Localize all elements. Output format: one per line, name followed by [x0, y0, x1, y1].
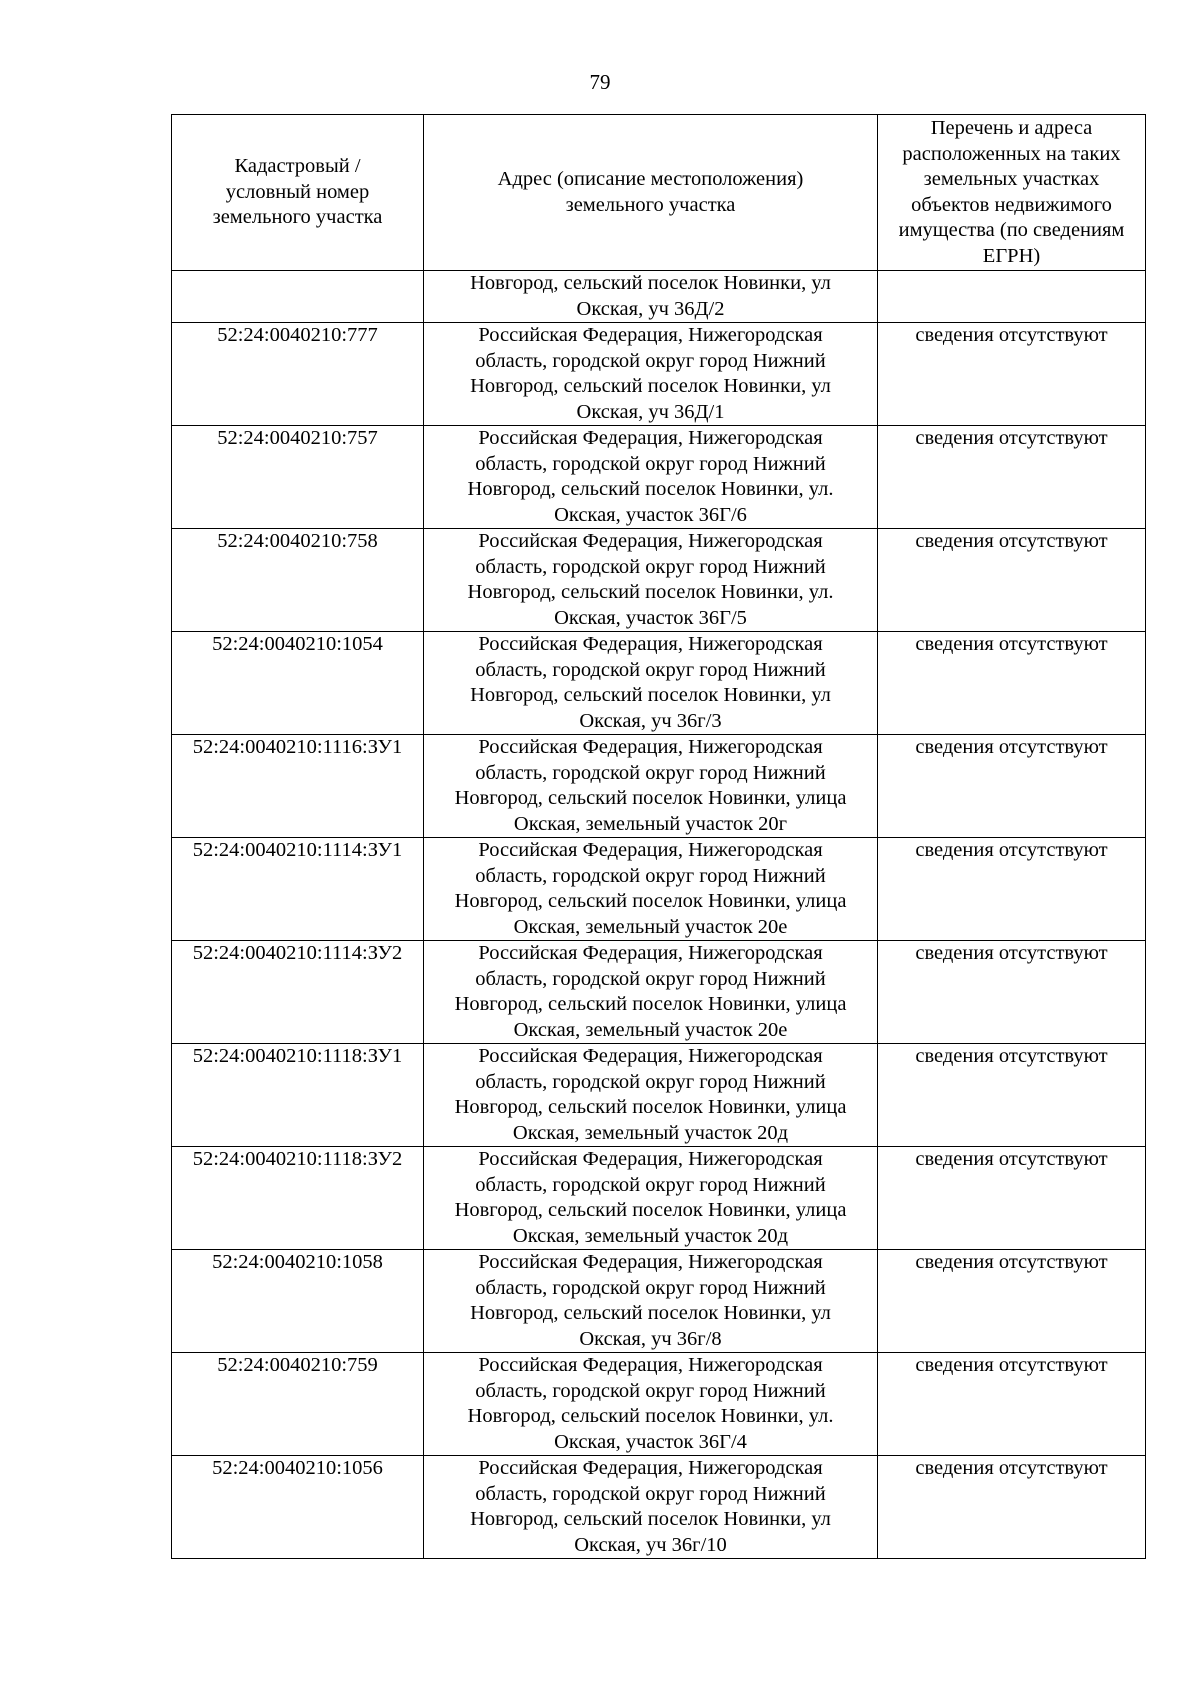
- cadastral-number-cell: 52:24:0040210:759: [172, 1353, 424, 1456]
- address-line: Новгород, сельский поселок Новинки, ул.: [467, 1405, 834, 1427]
- objects-cell: сведения отсутствуют: [878, 529, 1146, 632]
- address-line: Российская Федерация, Нижегородская: [478, 736, 823, 758]
- address-cell: [424, 529, 878, 632]
- table-row: [172, 271, 1146, 323]
- address-cell: [424, 632, 878, 735]
- address-line: Новгород, сельский поселок Новинки, ул.: [467, 581, 834, 603]
- cadastral-number-cell: 52:24:0040210:758: [172, 529, 424, 632]
- address-line: область, городской округ город Нижний: [475, 967, 826, 990]
- table-row: [172, 426, 1146, 529]
- address-line: область, городской округ город Нижний: [475, 555, 826, 578]
- cadastral-number-cell: 52:24:0040210:777: [172, 323, 424, 426]
- address-line: Новгород, сельский поселок Новинки, улица: [454, 890, 847, 912]
- address-line: Окская, уч 36г/10: [574, 1533, 727, 1556]
- objects-cell: сведения отсутствуют: [878, 1456, 1146, 1559]
- address-line: Окская, участок 36Г/5: [554, 606, 747, 629]
- header-line: земельного участка: [565, 193, 736, 216]
- table-row: [172, 1250, 1146, 1353]
- cadastral-number-cell: 52:24:0040210:1114:ЗУ1: [172, 838, 424, 941]
- address-cell: [424, 735, 878, 838]
- header-line: Перечень и адреса: [930, 117, 1093, 139]
- objects-cell: сведения отсутствуют: [878, 1353, 1146, 1456]
- address-line: область, городской округ город Нижний: [475, 1070, 826, 1093]
- address-cell: [424, 271, 878, 323]
- objects-cell: сведения отсутствуют: [878, 632, 1146, 735]
- table-row: [172, 941, 1146, 1044]
- table-row: [172, 1456, 1146, 1559]
- cadastral-number-cell: [172, 271, 424, 323]
- table-header-row: [172, 115, 1146, 271]
- header-line: объектов недвижимого: [911, 193, 1112, 216]
- address-line: область, городской округ город Нижний: [475, 1173, 826, 1196]
- address-line: Российская Федерация, Нижегородская: [478, 324, 823, 346]
- address-cell: [424, 426, 878, 529]
- objects-cell: сведения отсутствуют: [878, 323, 1146, 426]
- address-line: область, городской округ город Нижний: [475, 1482, 826, 1505]
- table-row: [172, 632, 1146, 735]
- address-line: Российская Федерация, Нижегородская: [478, 1457, 823, 1479]
- address-line: Окская, участок 36Г/4: [554, 1430, 747, 1453]
- header-line: земельного участка: [212, 206, 383, 229]
- address-line: Новгород, сельский поселок Новинки, улица: [454, 993, 847, 1015]
- table-row: [172, 735, 1146, 838]
- address-line: Окская, уч 36г/3: [579, 709, 722, 732]
- cadastral-number-cell: 52:24:0040210:1118:ЗУ1: [172, 1044, 424, 1147]
- address-line: область, городской округ город Нижний: [475, 1379, 826, 1402]
- address-line: область, городской округ город Нижний: [475, 658, 826, 681]
- address-line: Новгород, сельский поселок Новинки, улица: [454, 1199, 847, 1221]
- address-cell: [424, 1044, 878, 1147]
- address-line: Российская Федерация, Нижегородская: [478, 530, 823, 552]
- address-line: область, городской округ город Нижний: [475, 761, 826, 784]
- address-line: Окская, уч 36Д/2: [576, 297, 725, 320]
- address-line: Окская, земельный участок 20д: [512, 1121, 789, 1144]
- table-row: [172, 838, 1146, 941]
- header-objects: [878, 115, 1146, 271]
- address-line: область, городской округ город Нижний: [475, 452, 826, 475]
- address-line: Окская, земельный участок 20е: [513, 1018, 788, 1041]
- objects-cell: сведения отсутствуют: [878, 1250, 1146, 1353]
- address-line: Российская Федерация, Нижегородская: [478, 427, 823, 449]
- objects-cell: сведения отсутствуют: [878, 1044, 1146, 1147]
- address-line: Новгород, сельский поселок Новинки, ул.: [467, 478, 834, 500]
- header-line: имущества (по сведениям: [898, 219, 1125, 241]
- page-number: 79: [589, 70, 611, 94]
- address-line: Российская Федерация, Нижегородская: [478, 942, 823, 964]
- cadastral-number-cell: 52:24:0040210:1056: [172, 1456, 424, 1559]
- header-address: [424, 115, 878, 271]
- address-line: Окская, земельный участок 20д: [512, 1224, 789, 1247]
- address-line: Окская, участок 36Г/6: [554, 503, 747, 526]
- header-line: расположенных на таких: [902, 142, 1121, 165]
- table-row: [172, 1147, 1146, 1250]
- address-line: Новгород, сельский поселок Новинки, ул: [470, 1302, 831, 1324]
- address-line: Российская Федерация, Нижегородская: [478, 1354, 823, 1376]
- address-cell: [424, 323, 878, 426]
- cadastral-number-cell: 52:24:0040210:1054: [172, 632, 424, 735]
- address-line: Новгород, сельский поселок Новинки, ул: [470, 684, 831, 706]
- address-line: Окская, уч 36г/8: [579, 1327, 722, 1350]
- address-line: Окская, земельный участок 20г: [513, 812, 788, 835]
- address-line: Окская, уч 36Д/1: [576, 400, 725, 423]
- address-line: Российская Федерация, Нижегородская: [478, 1251, 823, 1273]
- address-line: Новгород, сельский поселок Новинки, улица: [454, 1096, 847, 1118]
- objects-cell: сведения отсутствуют: [878, 941, 1146, 1044]
- address-line: Новгород, сельский поселок Новинки, ул: [470, 1508, 831, 1530]
- cadastral-table: [171, 114, 1146, 1559]
- objects-cell: сведения отсутствуют: [878, 735, 1146, 838]
- address-line: область, городской округ город Нижний: [475, 864, 826, 887]
- table-row: [172, 323, 1146, 426]
- address-cell: [424, 1147, 878, 1250]
- address-cell: [424, 1456, 878, 1559]
- address-line: Новгород, сельский поселок Новинки, улица: [454, 787, 847, 809]
- address-line: область, городской округ город Нижний: [475, 349, 826, 372]
- address-cell: [424, 838, 878, 941]
- address-cell: [424, 1250, 878, 1353]
- objects-cell: сведения отсутствуют: [878, 838, 1146, 941]
- address-line: Российская Федерация, Нижегородская: [478, 633, 823, 655]
- address-cell: [424, 941, 878, 1044]
- header-line: Адрес (описание местоположения): [497, 168, 804, 190]
- address-line: Российская Федерация, Нижегородская: [478, 1045, 823, 1067]
- objects-cell: сведения отсутствуют: [878, 1147, 1146, 1250]
- objects-cell: сведения отсутствуют: [878, 426, 1146, 529]
- address-line: Российская Федерация, Нижегородская: [478, 839, 823, 861]
- cadastral-number-cell: 52:24:0040210:1058: [172, 1250, 424, 1353]
- cadastral-number-cell: 52:24:0040210:1114:ЗУ2: [172, 941, 424, 1044]
- address-cell: [424, 1353, 878, 1456]
- cadastral-number-cell: 52:24:0040210:757: [172, 426, 424, 529]
- address-line: Окская, земельный участок 20е: [513, 915, 788, 938]
- table-row: [172, 1353, 1146, 1456]
- address-line: Новгород, сельский поселок Новинки, ул: [470, 272, 831, 294]
- header-line: Кадастровый /: [234, 155, 361, 178]
- header-line: условный номер: [225, 180, 370, 203]
- header-line: земельных участках: [923, 168, 1100, 190]
- table-row: [172, 1044, 1146, 1147]
- objects-cell: [878, 271, 1146, 323]
- header-line: ЕГРН): [982, 244, 1041, 267]
- address-line: Российская Федерация, Нижегородская: [478, 1148, 823, 1170]
- header-cadastral-number: [172, 115, 424, 271]
- table-row: [172, 529, 1146, 632]
- address-line: область, городской округ город Нижний: [475, 1276, 826, 1299]
- cadastral-number-cell: 52:24:0040210:1116:ЗУ1: [172, 735, 424, 838]
- cadastral-number-cell: 52:24:0040210:1118:ЗУ2: [172, 1147, 424, 1250]
- address-line: Новгород, сельский поселок Новинки, ул: [470, 375, 831, 397]
